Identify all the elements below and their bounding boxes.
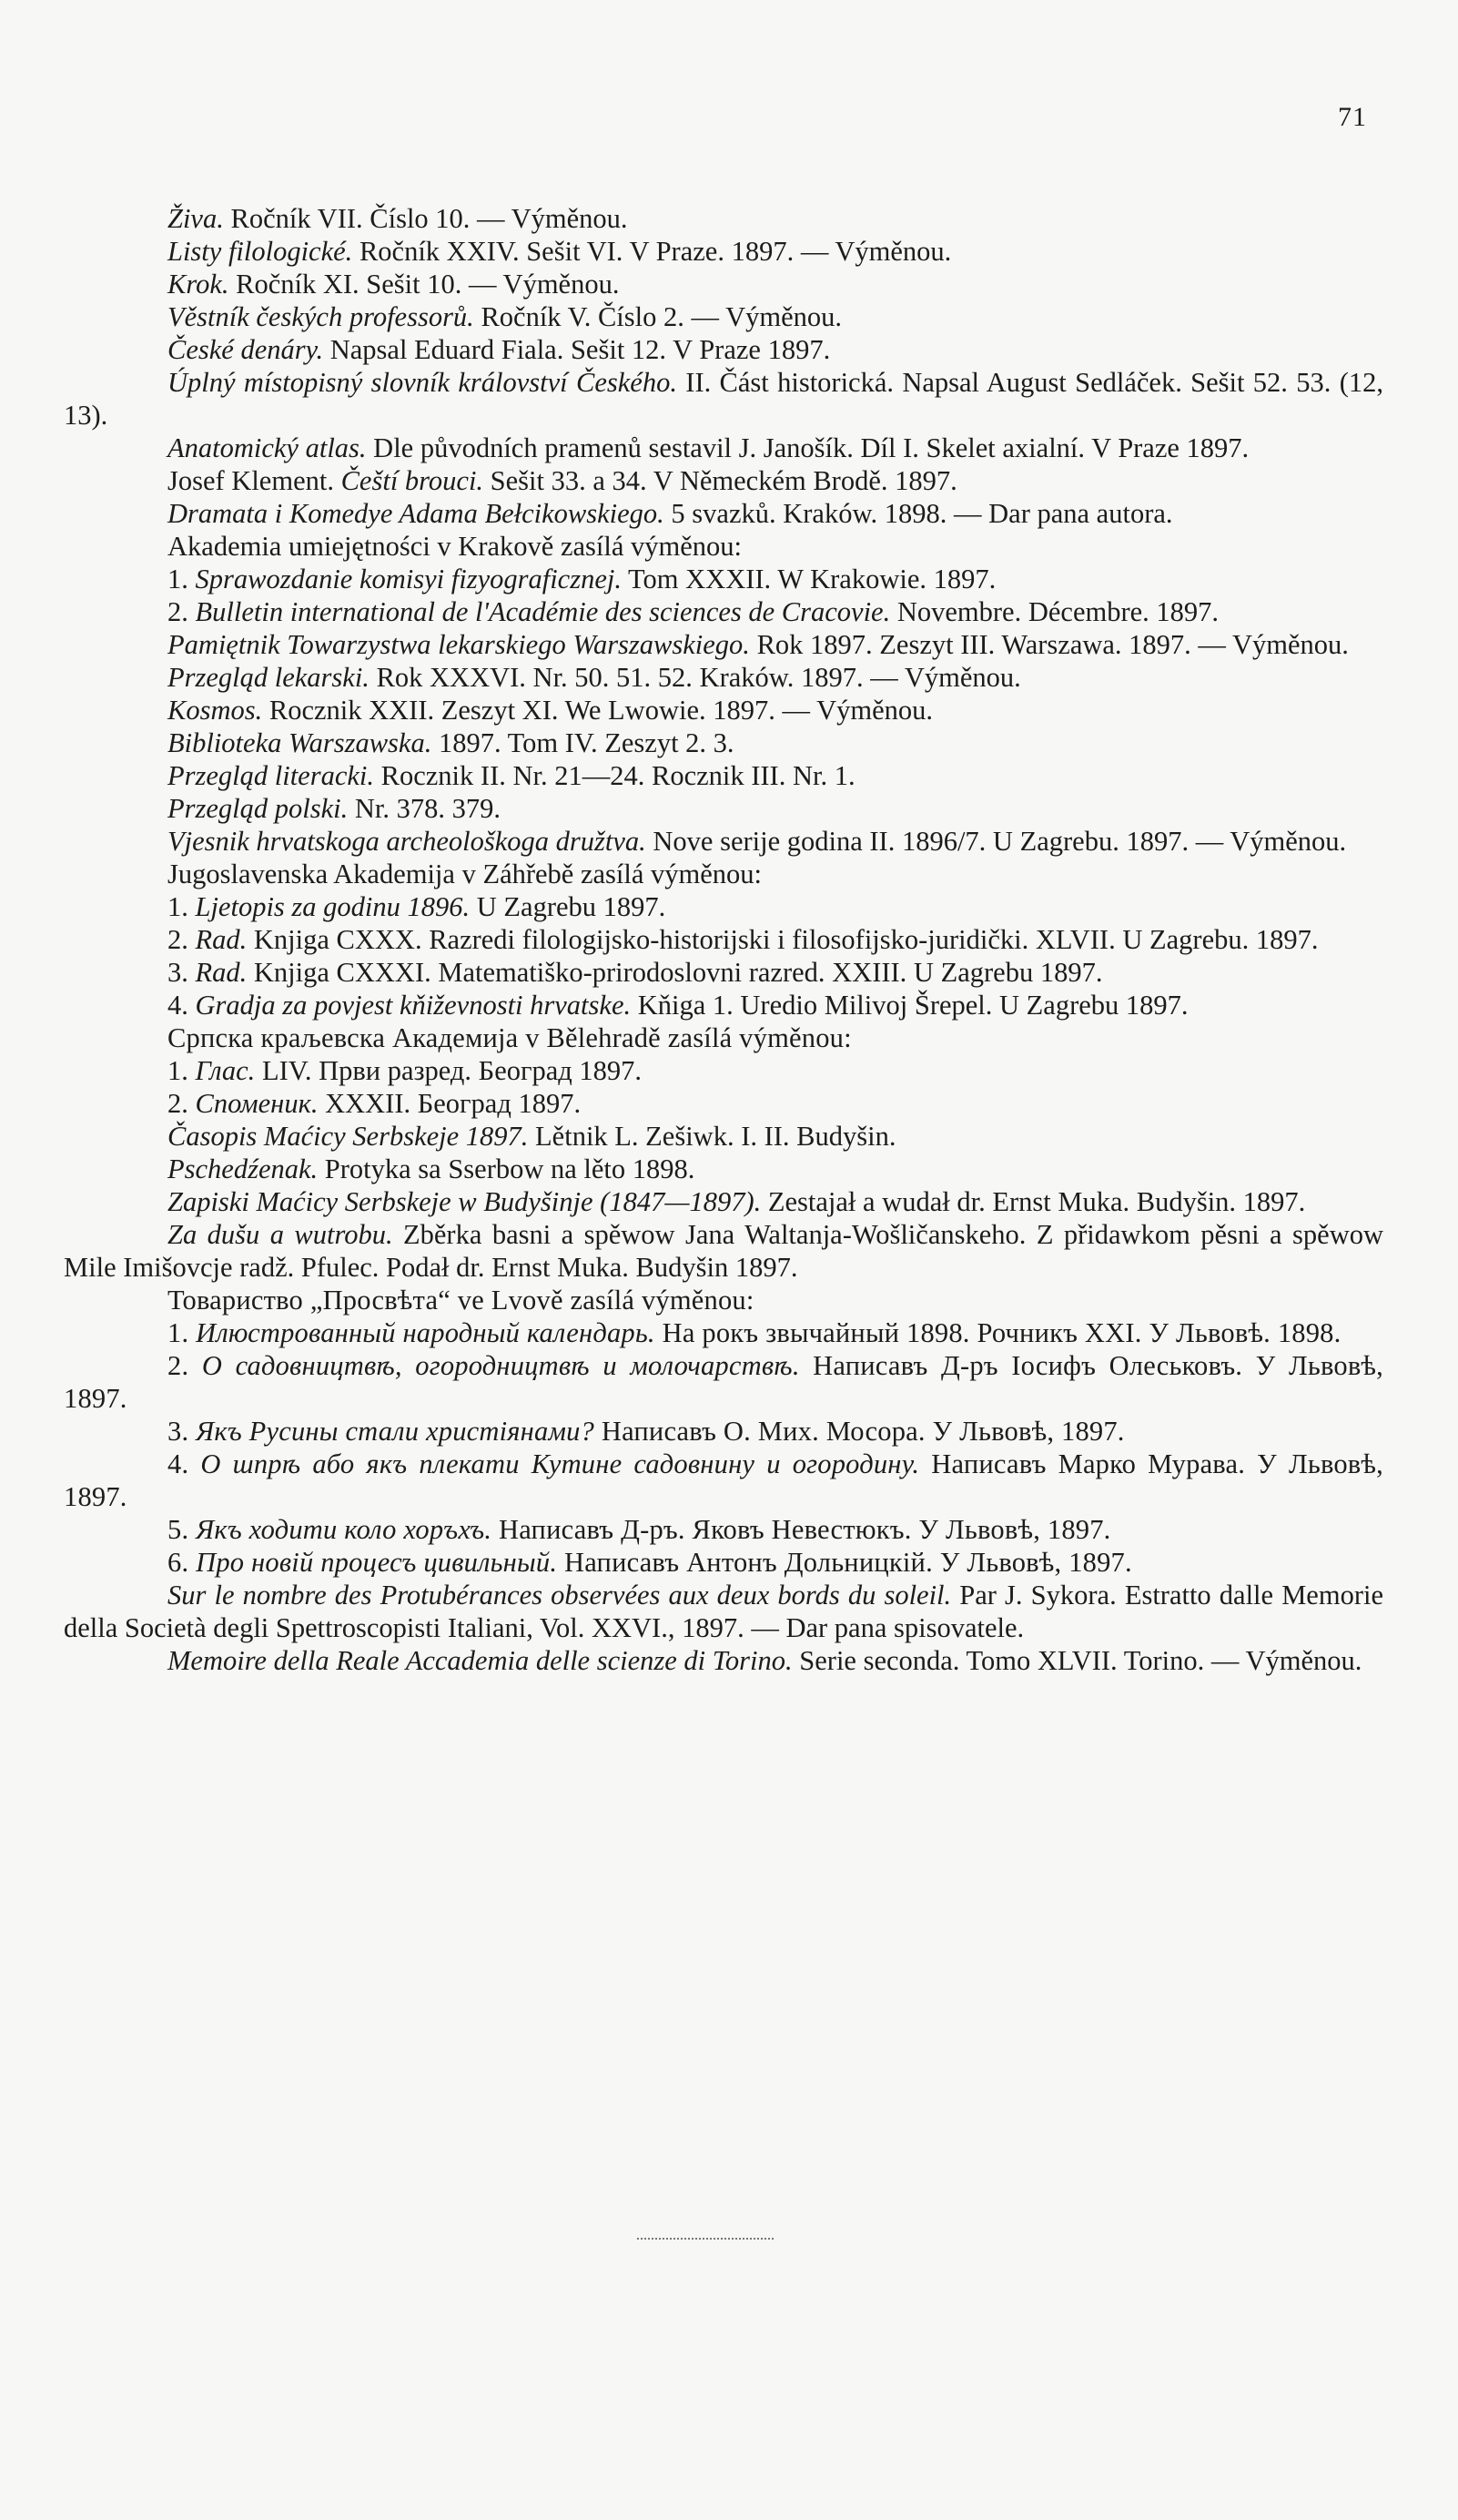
entry-text: Написавъ Марко Мурава. У Львовѣ, 1897. <box>64 1448 1383 1512</box>
entry-number: 6. <box>167 1547 197 1578</box>
entry-text: Nove serije godina II. 1896/7. U Zagrebu. 1897. — Výměnou. <box>645 826 1347 857</box>
entry-text: Novembre. Décembre. 1897. <box>890 596 1220 627</box>
entry-text: 1897. Tom IV. Zeszyt 2. 3. <box>431 727 734 758</box>
entry-text: Serie seconda. Tomo XLVII. Torino. — Výměnou. <box>792 1645 1362 1676</box>
entry <box>64 1415 1383 1448</box>
entry-text: Ročník V. Číslo 2. — Výměnou. <box>473 301 842 332</box>
entry <box>64 1153 1383 1185</box>
entry <box>64 890 1383 923</box>
entry-text: 5 svazků. Kraków. 1898. — Dar pana autora. <box>663 498 1173 529</box>
entry-title: Časopis Maćicy Serbskeje 1897. <box>167 1121 529 1152</box>
entry <box>64 628 1383 661</box>
entry-text: Tom XXXII. W Krakowie. 1897. <box>621 564 997 594</box>
entry-text: Sešit 33. a 34. V Německém Brodě. 1897. <box>483 465 957 496</box>
entry <box>64 1546 1383 1579</box>
entry-title: Memoire della Reale Accademia delle scienze di Torino. <box>167 1645 793 1676</box>
entry-text: Написавъ Д-ръ Іосифъ Олеськовъ. У Львовѣ, 1897. <box>64 1350 1383 1414</box>
entry-number: 3. <box>167 1416 197 1447</box>
entry-title: Sprawozdanie komisyi fizyograficznej. <box>195 564 622 594</box>
entry-title: Čeští brouci. <box>340 465 484 496</box>
entry-text: Rok 1897. Zeszyt III. Warszawa. 1897. — Výměnou. <box>749 629 1349 660</box>
entry-number: 3. <box>167 957 196 988</box>
entry-title: Pschedźenak. <box>167 1153 319 1184</box>
entry-title: Przegląd lekarski. <box>167 662 370 693</box>
entry-title: Ljetopis za godinu 1896. <box>195 891 471 922</box>
entry-text: Lětnik L. Zešiwk. I. II. Budyšin. <box>528 1121 896 1152</box>
entry <box>64 366 1383 432</box>
entry-text: Napsal Eduard Fiala. Sešit 12. V Praze 1897. <box>323 334 831 365</box>
entry-title: Sur le nombre des Protubérances observées aux deux bords du soleil. <box>167 1580 952 1611</box>
entry-number: 5. <box>167 1514 197 1545</box>
entry-title: Živa. <box>167 203 224 234</box>
institution-heading: Akademia umiejętności v Krakově zasílá výměnou: <box>167 531 742 562</box>
entry-number: 1. <box>167 891 196 922</box>
entry-title: Якъ ходити коло хоръхъ. <box>196 1514 492 1545</box>
institution-heading: Српска краљевска Академија v Bělehradě zasílá výměnou: <box>167 1022 852 1053</box>
entry <box>64 1087 1383 1120</box>
entry <box>64 694 1383 727</box>
entry <box>64 1120 1383 1153</box>
entry-number: 2. <box>167 1350 202 1381</box>
entry-text: Par J. Sykora. Estratto dalle Memorie della Società degli Spettroscopisti Italiani, Vol. XXVI., 1897. — Dar pana spisovatele. <box>64 1580 1383 1643</box>
entry-text: На рокъ звычайный 1898. Рочникъ XXI. У Львовѣ. 1898. <box>654 1317 1342 1348</box>
entry-text: Ročník XI. Sešit 10. — Výměnou. <box>228 269 620 300</box>
entry-text: Написавъ Антонъ Дольницкій. У Львовѣ, 1897. <box>557 1547 1132 1578</box>
entry-title: Krok. <box>167 269 229 300</box>
entry-title: Úplný místopisný slovník království Českého. <box>167 367 677 398</box>
entry-text: Написавъ Д-ръ. Яковъ Невестюкъ. У Львовѣ, 1897. <box>491 1514 1111 1545</box>
entry-text: Написавъ О. Мих. Мосора. У Львовѣ, 1897. <box>594 1416 1125 1447</box>
entry-text: LIV. Први разред. Београд 1897. <box>255 1055 643 1086</box>
entry <box>64 464 1383 497</box>
entry-text: Ročník VII. Číslo 10. — Výměnou. <box>223 203 628 234</box>
entry-title: Споменик. <box>195 1088 319 1119</box>
entry-text: Nr. 378. 379. <box>348 793 501 824</box>
entry-title: Якъ Русины стали христіянами? <box>196 1416 595 1447</box>
entry-title: Vjesnik hrvatskoga archeološkoga družtva. <box>167 826 646 857</box>
entry <box>64 333 1383 366</box>
entry-number: 4. <box>167 1448 201 1479</box>
entry-text: Protyka sa Sserbow na lěto 1898. <box>318 1153 695 1184</box>
entry-text: Ročník XXIV. Sešit VI. V Praze. 1897. — Výměnou. <box>352 236 952 267</box>
institution-heading: Товариство „Просвѣта“ ve Lvově zasílá výměnou: <box>167 1285 754 1316</box>
entry <box>64 595 1383 628</box>
entry <box>64 792 1383 825</box>
entry <box>64 563 1383 595</box>
entry-text: Zběrka basni a spěwow Jana Waltanja-Wošličanskeho. Z přidawkom pěsni a spěwow Mile Imišovcje radž. Pfulec. Podał dr. Ernst Muka. Budyšin 1897. <box>64 1219 1383 1283</box>
entry-title: Глас. <box>195 1055 256 1086</box>
entry-title: Bulletin international de l'Académie des sciences de Cracovie. <box>195 596 891 627</box>
entry-title: Listy filologické. <box>167 236 353 267</box>
entry-text: Rok XXXVI. Nr. 50. 51. 52. Kraków. 1897. — Výměnou. <box>369 662 1021 693</box>
entry-number: 4. <box>167 990 196 1021</box>
entry-number: 1. <box>167 564 196 594</box>
entry-title: České denáry. <box>167 334 324 365</box>
entry <box>64 1349 1383 1415</box>
entry <box>64 1218 1383 1284</box>
entry-text: Knjiga CXXXI. Matematiško-prirodoslovni razred. XXIII. U Zagrebu 1897. <box>247 957 1103 988</box>
entry-title: Przegląd literacki. <box>167 760 375 791</box>
entry <box>64 956 1383 989</box>
entry <box>64 1644 1383 1677</box>
entry-number: 1. <box>167 1317 197 1348</box>
entry <box>64 1513 1383 1546</box>
entry-title: Про новій процесъ цивильный. <box>196 1547 558 1578</box>
entry <box>64 1579 1383 1644</box>
entry-text: II. Část historická. Napsal August Sedláček. Sešit 52. 53. (12, 13). <box>64 367 1383 431</box>
entry-title: Anatomický atlas. <box>167 432 367 463</box>
entry-number: 1. <box>167 1055 196 1086</box>
entry-title: Dramata i Komedye Adama Bełcikowskiego. <box>167 498 664 529</box>
entry-title: Gradja za povjest kňiževnosti hrvatske. <box>195 990 632 1021</box>
entry-title: Zapiski Maćicy Serbskeje w Budyšinje (1847—1897). <box>167 1186 762 1217</box>
institution-heading: Jugoslavenska Akademija v Záhřebě zasílá výměnou: <box>167 859 763 889</box>
entry <box>64 268 1383 300</box>
page-number: 71 <box>1338 102 1367 132</box>
entry <box>64 759 1383 792</box>
entry-text: Rocznik II. Nr. 21—24. Rocznik III. Nr. 1. <box>374 760 856 791</box>
exchange-list <box>64 202 1383 1677</box>
entry <box>64 497 1383 530</box>
entry-number: 2. <box>167 924 196 955</box>
entry-text: Knjiga CXXX. Razredi filologijsko-historijski i filosofijsko-juridički. XLVII. U Zagrebu. 1897. <box>247 924 1319 955</box>
entry <box>64 825 1383 858</box>
entry-title: Za dušu a wutrobu. <box>167 1219 393 1250</box>
entry-text: Zestajał a wudał dr. Ernst Muka. Budyšin. 1897. <box>761 1186 1306 1217</box>
entry <box>64 1054 1383 1087</box>
entry-title: Przegląd polski. <box>167 793 349 824</box>
entry <box>64 300 1383 333</box>
entry <box>64 432 1383 464</box>
entry <box>64 235 1383 268</box>
entry-text: Kňiga 1. Uredio Milivoj Šrepel. U Zagrebu 1897. <box>631 990 1189 1021</box>
entry <box>64 1185 1383 1218</box>
entry <box>64 1448 1383 1513</box>
entry <box>64 202 1383 235</box>
entry-text: Rocznik XXII. Zeszyt XI. We Lwowie. 1897. — Výměnou. <box>262 695 933 726</box>
entry-title: Rad. <box>195 957 248 988</box>
entry-text: Dle původních pramenů sestavil J. Janošík. Díl I. Skelet axialní. V Praze 1897. <box>366 432 1250 463</box>
entry-author: Josef Klement. <box>167 465 341 496</box>
entry-title: О садовництвѣ, огородництвѣ и молочарствѣ. <box>201 1350 800 1381</box>
entry-title: Biblioteka Warszawska. <box>167 727 432 758</box>
entry-text: U Zagrebu 1897. <box>470 891 666 922</box>
entry-title: Kosmos. <box>167 695 263 726</box>
section-divider <box>637 2238 774 2240</box>
entry <box>64 727 1383 759</box>
entry <box>64 1316 1383 1349</box>
entry <box>64 989 1383 1021</box>
entry-number: 2. <box>167 1088 196 1119</box>
entry-title: Věstník českých professorů. <box>167 301 474 332</box>
entry-title: Илюстрованный народный календарь. <box>196 1317 655 1348</box>
entry-text: XXXII. Београд 1897. <box>318 1088 582 1119</box>
entry-title: Rad. <box>195 924 248 955</box>
entry-title: Pamiętnik Towarzystwa lekarskiego Warszawskiego. <box>167 629 750 660</box>
entry-number: 2. <box>167 596 196 627</box>
entry-title: О шпрѣ або якъ плекати Кутине садовнину и огородину. <box>200 1448 920 1479</box>
entry <box>64 661 1383 694</box>
entry <box>64 923 1383 956</box>
